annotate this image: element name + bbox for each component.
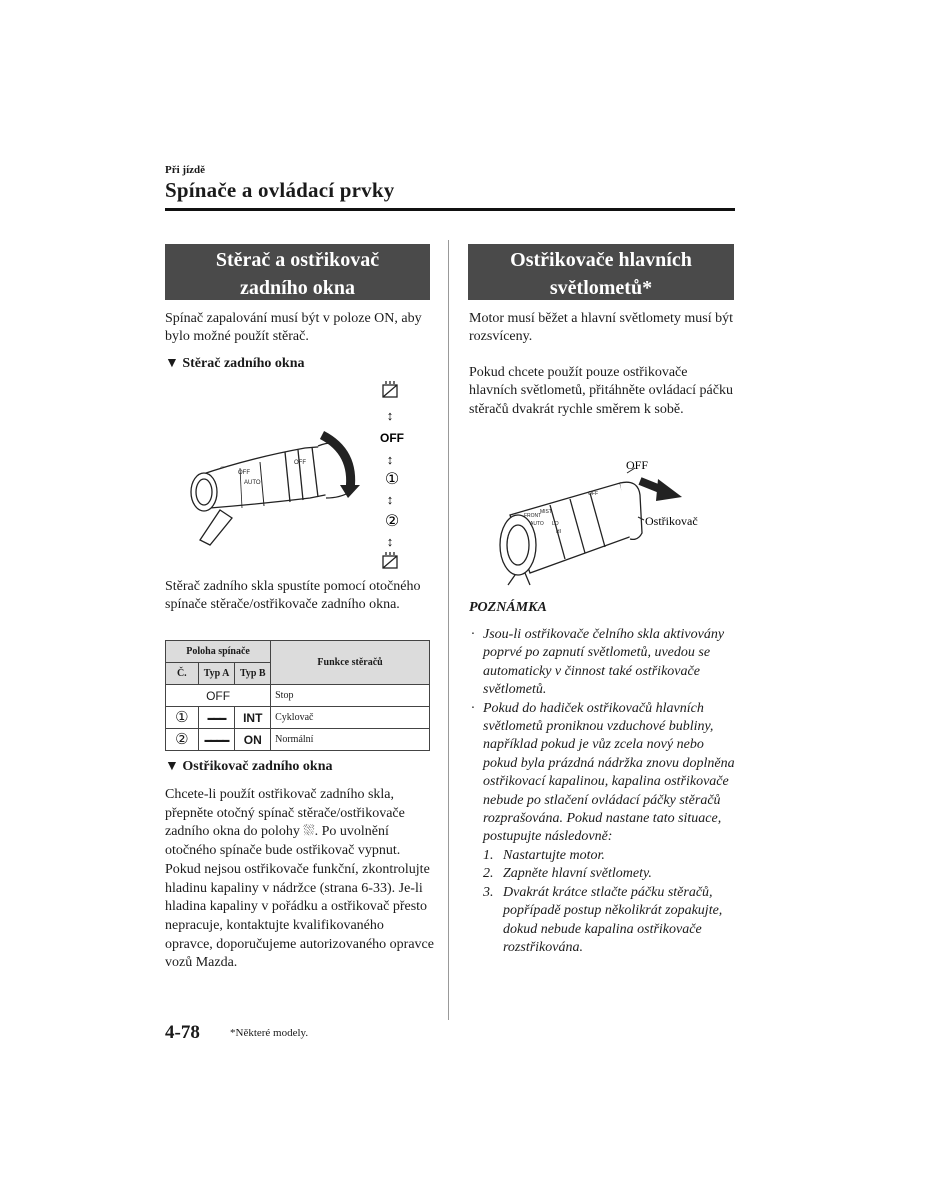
step-number: 2. [483, 866, 494, 882]
svg-text:AUTO: AUTO [244, 480, 261, 486]
washer-symbol-top [383, 381, 397, 397]
position-2-label: ② [384, 513, 400, 530]
note-list [471, 626, 736, 957]
svg-text:⌒: ⌒ [220, 468, 227, 474]
svg-text:AUTO: AUTO [530, 521, 544, 527]
rear-washer-subheading: ▼ Ostřikovač zadního okna [165, 759, 333, 774]
washer-symbol-bottom [383, 552, 397, 568]
note-text: Jsou-li ostřikovače čelního skla aktivovány poprvé po zapnutí světlometů, uvedou se automaticky v činnost také ostřikovače světlometů. [483, 627, 725, 698]
note-bullet: · [471, 627, 475, 642]
wiper-lever-illustration [191, 443, 350, 545]
headlight-washer-heading [468, 244, 734, 300]
list-item [471, 865, 736, 883]
table-header-type-b: Typ B [235, 663, 271, 685]
ignition-note: Spínač zapalování musí být v poloze ON, aby bylo možné použít stěrač. [165, 311, 422, 345]
table-cell-function: Cyklovač [271, 707, 430, 729]
step-text: Dvakrát krátce stlačte páčku stěračů, popřípadě postup několikrát zopakujte, dokud nebude kapalina ostřikovače rozstřikována. [503, 884, 723, 955]
svg-text:OFF: OFF [294, 460, 306, 466]
position-arrow: ↕ [386, 534, 394, 549]
step-text: Zapněte hlavní světlomety. [503, 866, 652, 882]
headlight-washer-diagram [490, 455, 715, 590]
pull-arrowhead [656, 479, 682, 501]
engine-note: Motor musí běžet a hlavní světlomety musí být rozsvíceny. [469, 311, 734, 345]
heading-line: Stěrač a ostřikovač [215, 249, 380, 271]
table-cell-position: OFF [166, 685, 271, 707]
rear-wiper-lever-diagram [180, 380, 430, 575]
note-item [471, 700, 736, 847]
note-text: Pokud do hadiček ostřikovačů hlavních světlometů proniknou vzduchové bubliny, například pokud je vůz zcela nový nebo pokud byla prázdná nádržka znovu doplněna ostřikovací kapalinou, kapalina ostřikovače nebude po stlačení ovládací páčky stěračů rozprašována. Pokud nastane tato situace, postupujte následovně: [483, 700, 735, 845]
svg-text:OFF: OFF [238, 470, 250, 476]
table-header-number: Č. [166, 663, 199, 685]
list-item [471, 847, 736, 865]
position-off-label: OFF [380, 431, 404, 445]
svg-text:OFF: OFF [588, 491, 598, 497]
footnote: *Některé modely. [230, 1027, 309, 1039]
svg-text:LO: LO [552, 521, 559, 527]
off-label: OFF [626, 458, 649, 472]
svg-text:MIST: MIST [540, 509, 552, 515]
position-arrow: ↕ [386, 492, 394, 507]
table-cell-position: ① [166, 707, 199, 729]
headlight-washer-instructions: Pokud chcete použít pouze ostřikovače hlavních světlometů, přitáhněte ovládací páčku stěračů dvakrát rychle směrem k sobě. [469, 365, 733, 417]
wiper-description: Stěrač zadního skla spustíte pomocí otočného spínače stěrače/ostřikovače zadního okna. [165, 579, 421, 613]
step-text: Nastartujte motor. [503, 847, 605, 863]
wiper-position-table [165, 640, 430, 751]
column-divider [448, 240, 449, 1020]
wiper-lever-illustration [500, 482, 642, 585]
table-cell-type-b: INT [235, 707, 271, 729]
page-title: Spínače a ovládací prvky [165, 178, 395, 202]
svg-text:FRONT: FRONT [524, 513, 542, 519]
note-title: POZNÁMKA [469, 600, 547, 615]
list-item [471, 884, 736, 958]
rear-wiper-heading [165, 244, 430, 300]
position-1-label: ① [384, 471, 400, 488]
table-header-row [166, 641, 430, 663]
washer-label: Ostřikovač [645, 514, 698, 528]
position-arrow: ↕ [386, 408, 394, 423]
step-number: 3. [483, 884, 494, 900]
table-cell-type-b: ON [235, 729, 271, 751]
position-arrow: ↕ [386, 452, 394, 467]
heading-line: Ostřikovače hlavních [510, 249, 692, 271]
title-rule [165, 208, 735, 211]
svg-text:HI: HI [556, 529, 561, 535]
step-number: 1. [483, 847, 494, 863]
rear-wiper-subheading: ▼ Stěrač zadního okna [165, 356, 305, 371]
table-header-position: Poloha spínače [166, 641, 271, 663]
table-cell-position: ② [166, 729, 199, 751]
heading-line: zadního okna [239, 277, 356, 299]
heading-line: světlometů* [549, 277, 653, 299]
table-header-function: Funkce stěračů [271, 641, 430, 685]
section-label: Při jízdě [165, 164, 206, 176]
table-cell-function: Normální [271, 729, 430, 751]
washer-description: Chcete-li použít ostřikovač zadního skla, přepněte otočný spínač stěrače/ostřikovače zadního okna do polohy ⛆. Po uvolnění otočného spínače bude ostřikovač vypnut. Pokud nejsou ostřikovače funkční, zkontrolujte hladinu kapaliny v nádržce (strana 6-33). Je-li hladina kapaliny v pořádku a ostřikovač přesto nepracuje, kontaktujte kvalifikovaného opravce, doporučujeme autorizovaného opravce vozů Mazda. [165, 787, 434, 971]
table-cell-type-a: ▬▬▬ [198, 707, 235, 729]
table-row [166, 729, 430, 751]
note-bullet: · [471, 700, 475, 716]
table-cell-function: Stop [271, 685, 430, 707]
table-row [166, 685, 430, 707]
page-number: 4-78 [165, 1022, 200, 1043]
table-header-type-a: Typ A [198, 663, 235, 685]
table-row [166, 707, 430, 729]
pull-arrow [640, 481, 660, 489]
table-cell-type-a: ▬▬▬▬ [198, 729, 235, 751]
note-item [471, 626, 736, 700]
